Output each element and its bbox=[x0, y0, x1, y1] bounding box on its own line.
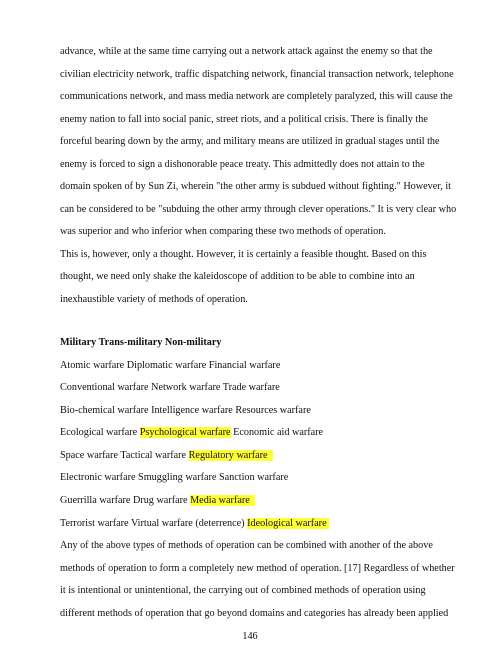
body-text-line: Any of the above types of methods of operation can be combined with another of the above bbox=[60, 540, 433, 551]
body-text-line: thought, we need only shake the kaleidoscope of addition to be able to combine into an bbox=[60, 271, 415, 282]
warfare-table-row: Electronic warfare Smuggling warfare Sanction warfare bbox=[60, 472, 289, 483]
body-text-line: This is, however, only a thought. However, it is certainly a feasible thought. Based on this bbox=[60, 249, 427, 260]
body-text-line: communications network, and mass media network are completely paralyzed, this will cause the bbox=[60, 91, 453, 102]
row-text: Guerrilla warfare Drug warfare bbox=[60, 495, 191, 506]
warfare-table-row: Conventional warfare Network warfare Trade warfare bbox=[60, 382, 280, 393]
highlighted-term: Ideological warfare bbox=[247, 518, 330, 529]
row-text: Ecological warfare bbox=[60, 427, 140, 438]
body-text-line: was superior and who inferior when comparing these two methods of operation. bbox=[60, 226, 386, 237]
warfare-table-row: Atomic warfare Diplomatic warfare Financial warfare bbox=[60, 360, 281, 371]
row-text: Economic aid warfare bbox=[230, 427, 324, 438]
highlighted-term: Psychological warfare bbox=[139, 427, 231, 438]
row-text: Terrorist warfare Virtual warfare (deterrence) bbox=[60, 518, 248, 529]
body-text-line: methods of operation to form a completely new method of operation. [17] Regardless of whether bbox=[60, 563, 455, 574]
body-text-line: enemy nation to fall into social panic, street riots, and a political crisis. There is finally the bbox=[60, 114, 428, 125]
warfare-table-row: Bio-chemical warfare Intelligence warfare Resources warfare bbox=[60, 405, 311, 416]
body-text-line: domain spoken of by Sun Zi, wherein "the other army is subdued without fighting." However, it bbox=[60, 181, 452, 192]
warfare-table-row bbox=[60, 494, 255, 508]
warfare-table-heading: Military Trans-military Non-military bbox=[60, 337, 222, 348]
body-text-line: it is intentional or unintentional, the carrying out of combined methods of operation using bbox=[60, 585, 426, 596]
row-text: Space warfare Tactical warfare bbox=[60, 450, 189, 461]
warfare-table-row bbox=[60, 449, 273, 463]
highlighted-term: Media warfare bbox=[190, 495, 255, 506]
body-text-line: advance, while at the same time carrying out a network attack against the enemy so that the bbox=[60, 46, 433, 57]
page-number: 146 bbox=[242, 631, 258, 642]
body-text-line: can be considered to be "subduing the other army through clever operations." It is very clear who bbox=[60, 204, 457, 215]
body-text-line: different methods of operation that go beyond domains and categories has already been applied bbox=[60, 608, 449, 619]
body-text-line: forceful bearing down by the army, and military means are utilized in gradual stages until the bbox=[60, 136, 440, 147]
warfare-table-row bbox=[60, 426, 323, 440]
body-text-line: inexhaustible variety of methods of operation. bbox=[60, 294, 248, 305]
warfare-table-row bbox=[60, 517, 329, 531]
body-text-line: civilian electricity network, traffic dispatching network, financial transaction network, telephone bbox=[60, 69, 454, 80]
body-text-line: enemy is forced to sign a dishonorable peace treaty. This admittedly does not attain to the bbox=[60, 159, 425, 170]
highlighted-term: Regulatory warfare bbox=[188, 450, 273, 461]
